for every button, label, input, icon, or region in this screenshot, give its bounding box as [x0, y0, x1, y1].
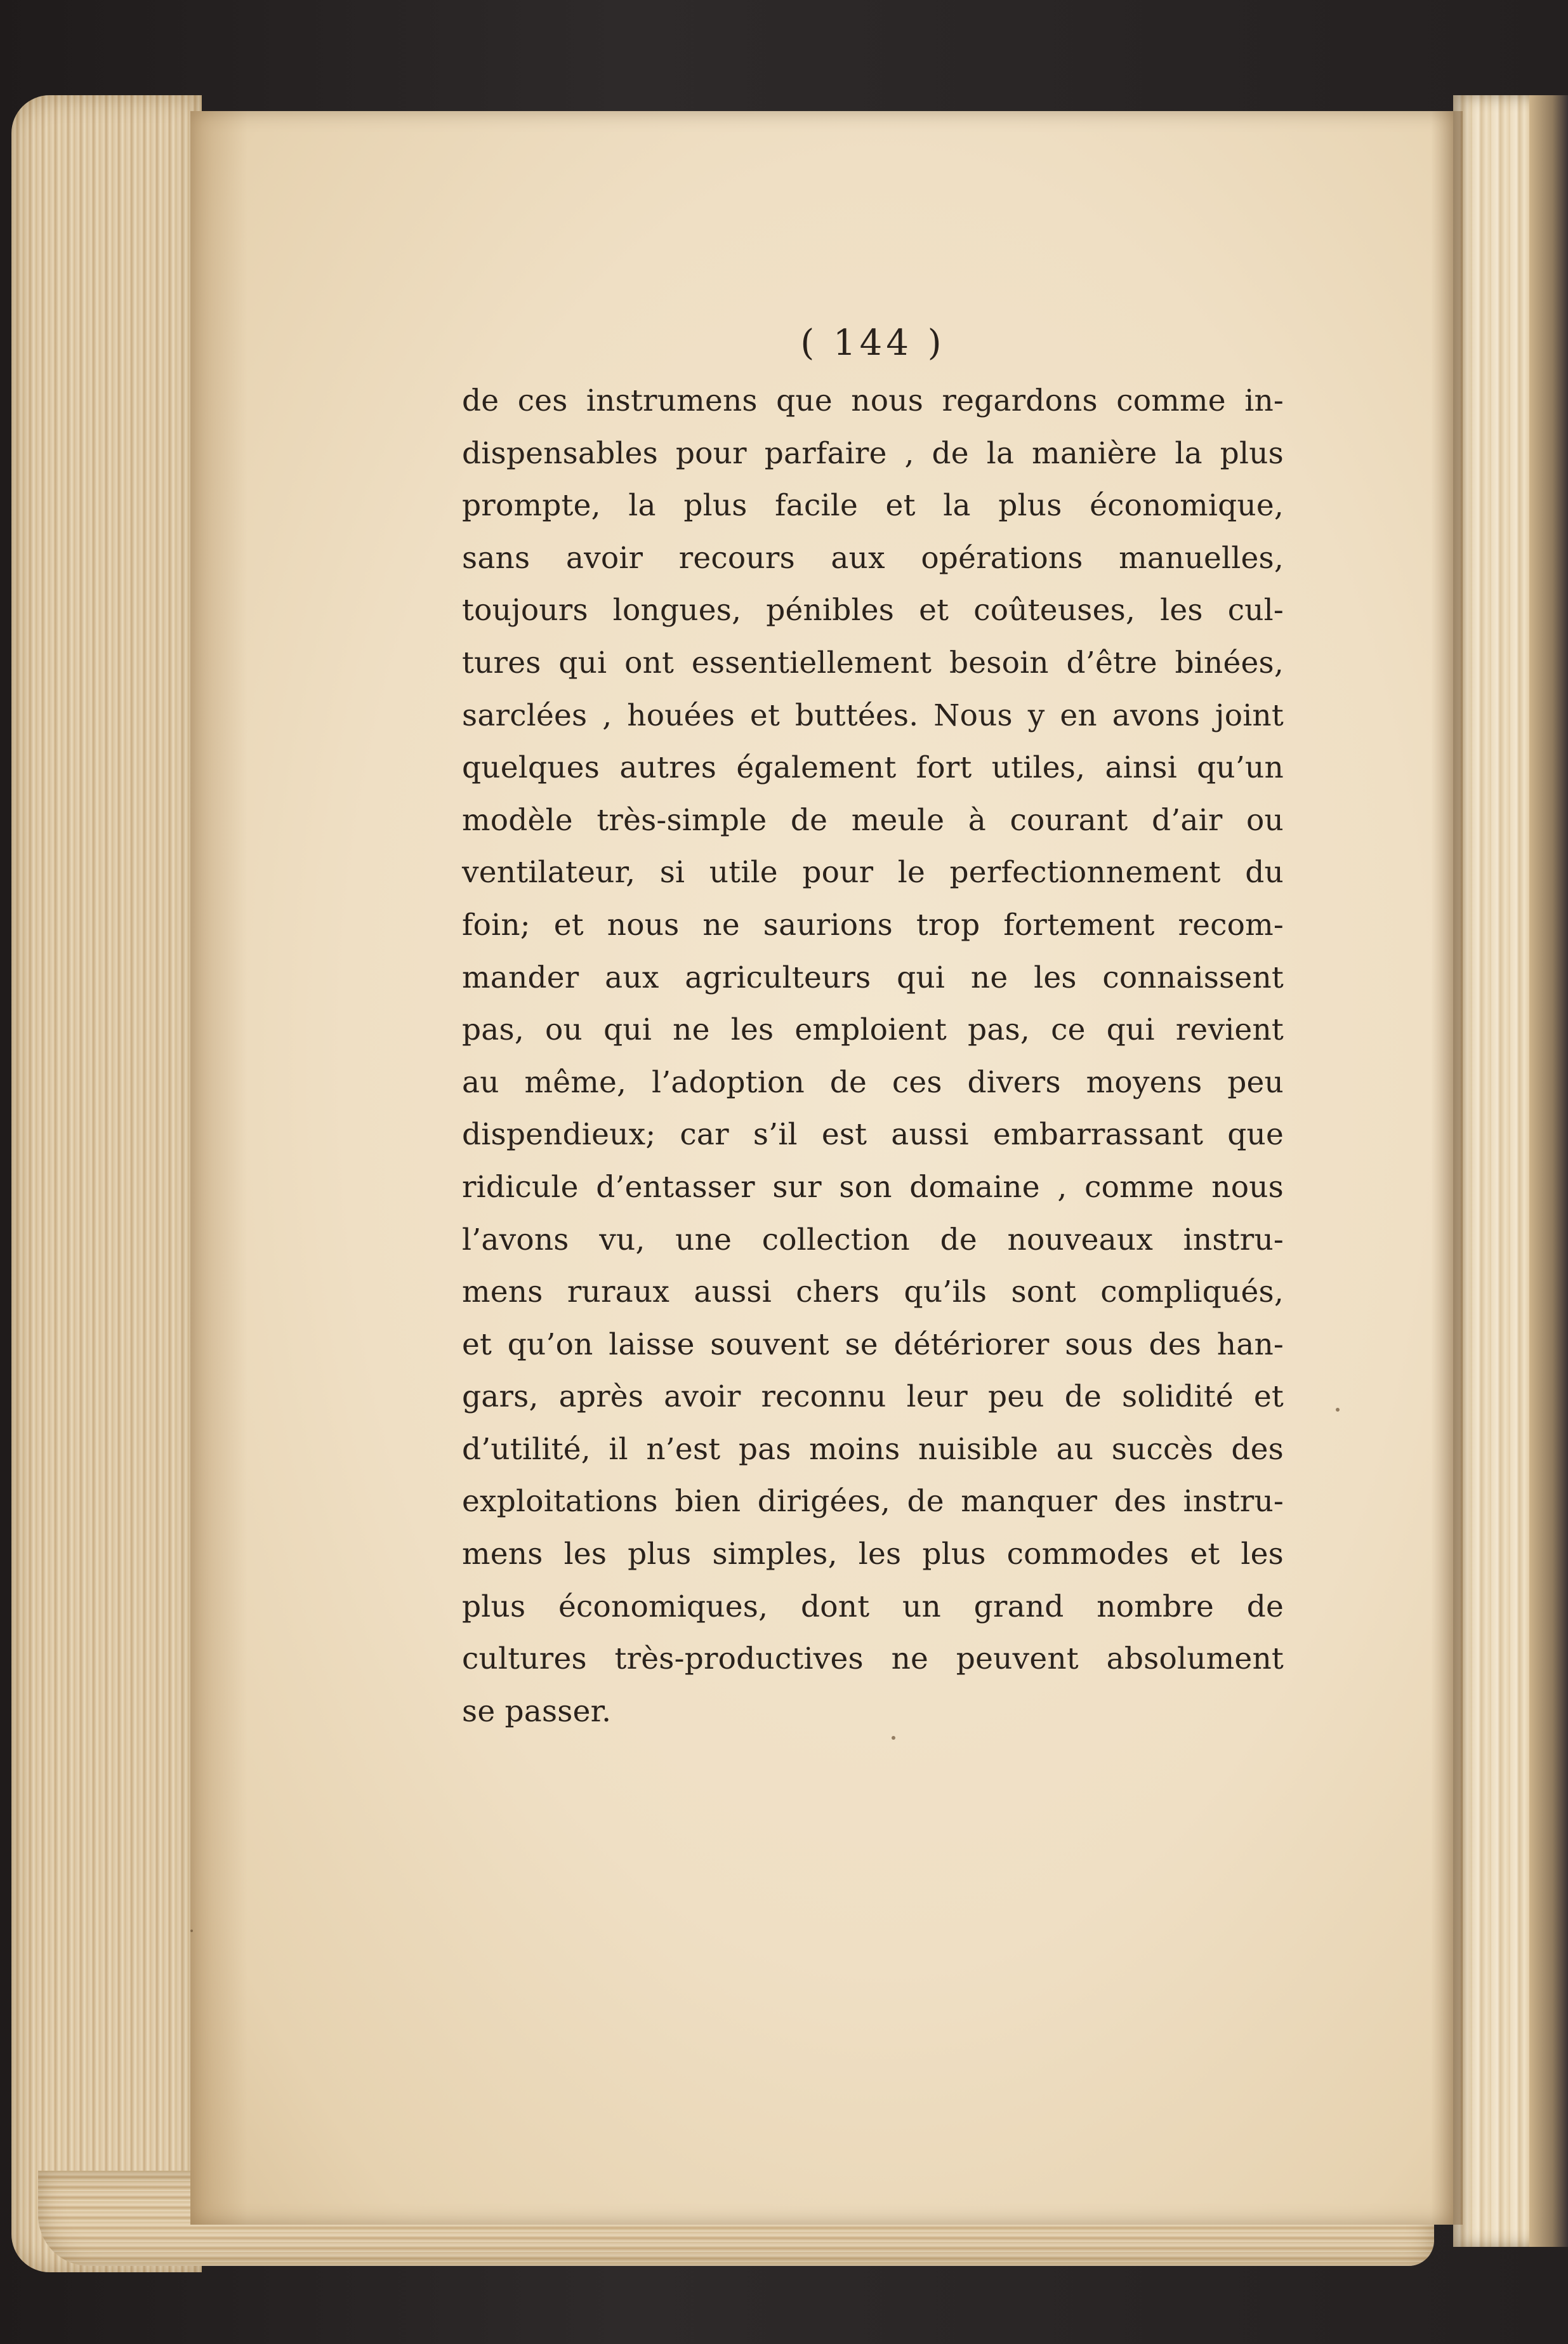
text-line: dispensables pour parfaire , de la manière la plus: [462, 435, 1284, 471]
paper-speck: [1336, 1408, 1340, 1412]
text-line: plus économiques, dont un grand nombre de: [462, 1589, 1284, 1624]
text-line: mens les plus simples, les plus commodes et les: [462, 1537, 1284, 1572]
gutter-shadow: [1431, 111, 1463, 2225]
text-line: dispendieux; car s’il est aussi embarrassant que: [462, 1117, 1284, 1153]
text-line: d’utilité, il n’est pas moins nuisible au succès des: [462, 1431, 1284, 1467]
page-text-block: [462, 321, 1284, 1738]
text-line: cultures très-productives ne peuvent absolument: [462, 1641, 1284, 1677]
text-line: mens ruraux aussi chers qu’ils sont compliqués,: [462, 1275, 1284, 1310]
paper-speck: [190, 1930, 193, 1932]
text-line: l’avons vu, une collection de nouveaux instru-: [462, 1222, 1284, 1257]
text-line: sans avoir recours aux opérations manuelles,: [462, 540, 1284, 576]
text-line: et qu’on laisse souvent se détériorer sous des han-: [462, 1327, 1284, 1362]
text-line: foin; et nous ne saurions trop fortement recom-: [462, 907, 1284, 943]
text-line: au même, l’adoption de ces divers moyens peu: [462, 1064, 1284, 1100]
body-text: [462, 375, 1284, 1738]
text-line: de ces instrumens que nous regardons comme in-: [462, 383, 1284, 418]
paper-speck: [892, 1736, 895, 1740]
binding-edge: [1529, 95, 1568, 2247]
text-line: ventilateur, si utile pour le perfectionnement du: [462, 855, 1284, 891]
text-line: ridicule d’entasser sur son domaine , comme nous: [462, 1169, 1284, 1205]
page-number: ( 144 ): [800, 322, 945, 364]
text-line: toujours longues, pénibles et coûteuses, les cul-: [462, 593, 1284, 628]
text-line: se passer.: [462, 1693, 612, 1729]
text-line: tures qui ont essentiellement besoin d’être binées,: [462, 645, 1284, 680]
text-line: exploitations bien dirigées, de manquer des instru-: [462, 1484, 1284, 1520]
fore-edge-pages: [11, 95, 202, 2272]
text-line: quelques autres également fort utiles, ainsi qu’un: [462, 750, 1284, 786]
text-line: mander aux agriculteurs qui ne les connaissent: [462, 960, 1284, 995]
page-shadow: [190, 111, 247, 2225]
text-line: pas, ou qui ne les emploient pas, ce qui revient: [462, 1012, 1284, 1048]
text-line: prompte, la plus facile et la plus économique,: [462, 488, 1284, 524]
text-line: sarclées , houées et buttées. Nous y en avons joint: [462, 698, 1284, 733]
text-line: modèle très-simple de meule à courant d’air ou: [462, 802, 1284, 838]
text-line: gars, après avoir reconnu leur peu de solidité et: [462, 1379, 1284, 1415]
